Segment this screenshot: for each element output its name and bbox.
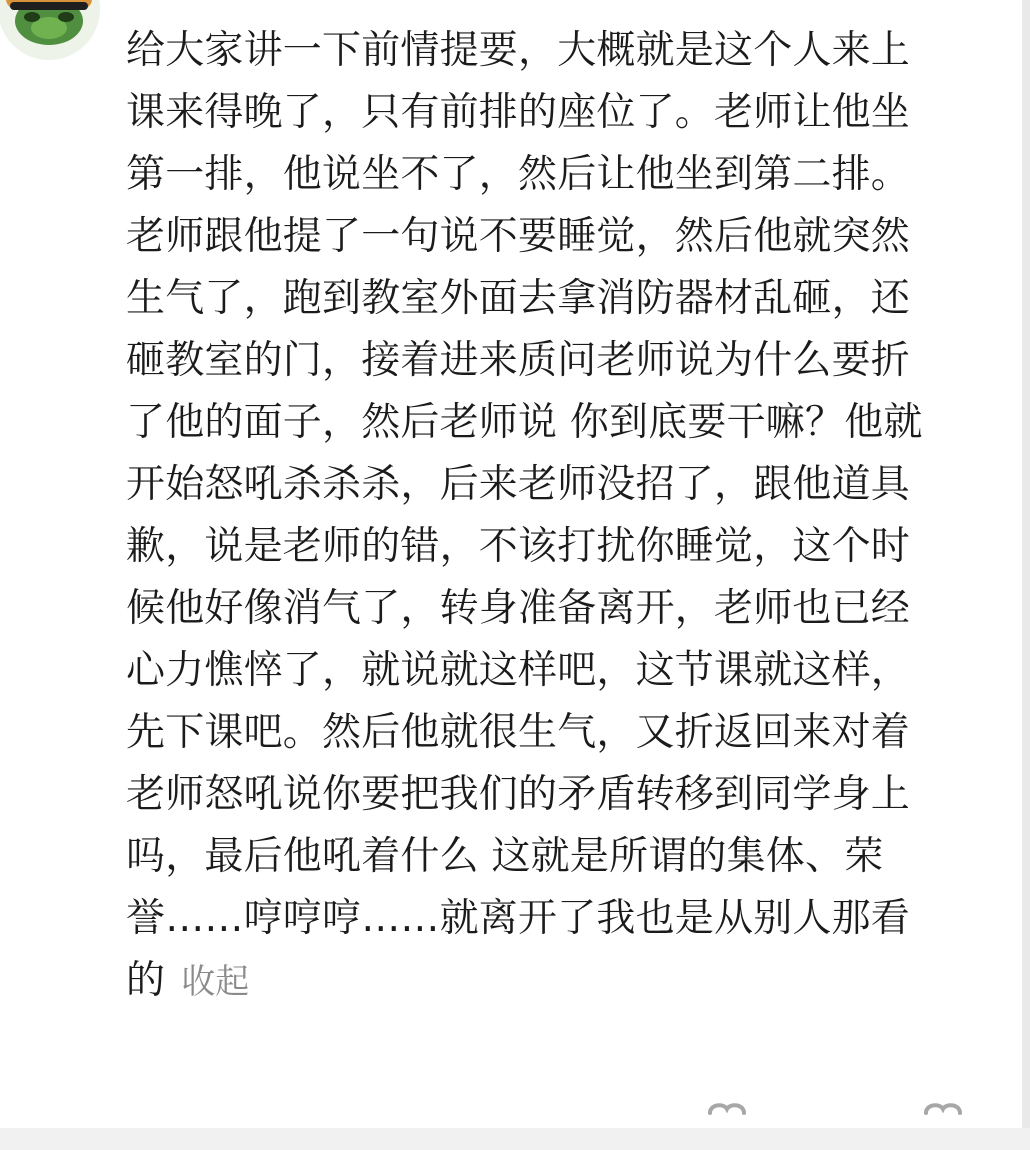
like-icon[interactable] <box>922 1100 964 1116</box>
comment-body: 给大家讲一下前情提要，大概就是这个人来上课来得晚了，只有前排的座位了。老师让他坐第一排，他说坐不了，然后让他坐到第二排。老师跟他提了一句说不要睡觉，然后他就突然生气了，跑到教室外面去拿消防器材乱砸，还砸教室的门，接着进来质问老师说为什么要折了他的面子，然后老师说 你到底要干嘛？他就开始怒吼杀杀杀，后来老师没招了，跟他道具歉，说是老师的错，不该打扰你睡觉，这个时候他好像消气了，转身准备离开，老师也已经心力憔悴了，就说就这样吧，这节课就这样，先下课吧。然后他就很生气，又折返回来对着老师怒吼说你要把我们的矛盾转移到同学身上吗，最后他吼着什么 这就是所谓的集体、荣誉……哼哼哼……就离开了我也是从别人那看的 <box>126 28 923 1003</box>
comment-icon[interactable] <box>706 1100 748 1116</box>
frog-avatar-icon[interactable] <box>0 0 100 60</box>
comment-text <box>126 20 946 1013</box>
bottom-strip <box>0 1128 1030 1150</box>
right-edge <box>1022 0 1030 1150</box>
collapse-link[interactable]: 收起 <box>181 962 250 1002</box>
